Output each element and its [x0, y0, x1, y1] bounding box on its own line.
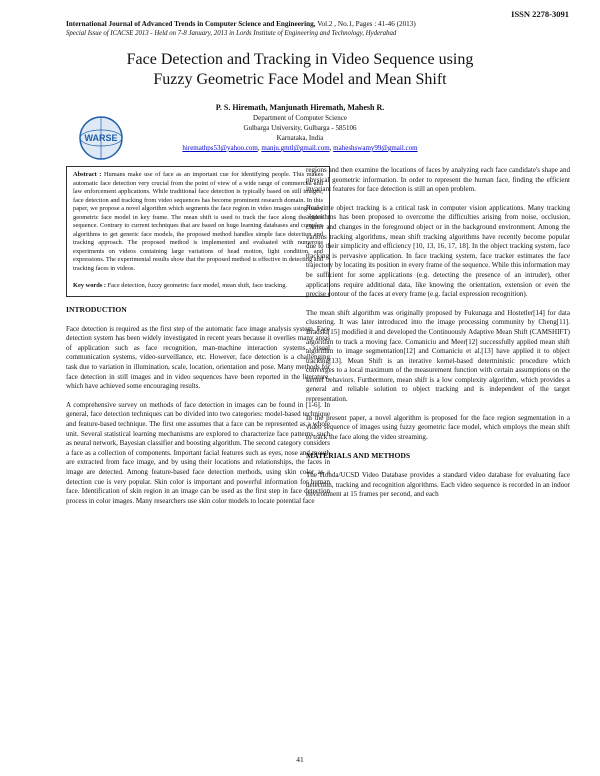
right-paragraph-1: regions and then examine the locations of faces by analyzing each face candidate's shape and physical geometric information. In order to represent the human face, finding the efficient invariant features for face detection is still an open problem.	[306, 166, 570, 194]
journal-volume: Vol.2 , No.1, Pages : 41-46 (2013)	[317, 20, 416, 28]
email-link-3[interactable]: maheshswamy99@gmail.com	[333, 144, 418, 152]
author-emails: hiremathps53@yahoo.com, manju.gmtl@gmail.com, maheshswamy99@gmail.com	[182, 144, 418, 152]
authors: P. S. Hiremath, Manjunath Hiremath, Mahesh R.	[215, 103, 385, 112]
paper-title	[60, 50, 540, 90]
abstract-text: Humans make use of face as an important cue for identifying people. This makes automatic face detection very crucial from the point of view of a wide range of commercial and law enforcement applications. While traditional face detection is typically based on still images, face detection and tracking from video sequences has become prominent research domain. In this paper, we propose a novel algorithm which segments the face region in video images using fuzzy geometric face model in key frame. The mean shift is used to track the face along the video sequence. Contrary to current techniques that are based on huge learning databases and complex algorithms to get generic face models, the proposed method handles simple face detection and tracking approach. The proposed method is implemented and evaluated with numerous experiments on videos containing large variations of head motion, light condition, and expressions. The experimental results show that the proposed method is effective in detecting and tracking faces in videos.	[73, 171, 323, 273]
intro-heading: INTRODUCTION	[66, 305, 127, 315]
methods-heading: MATERIALS AND METHODS	[306, 451, 411, 461]
keywords-label: Key words :	[73, 281, 107, 289]
abstract-label: Abstract :	[73, 171, 102, 178]
intro-paragraph-1: Face detection is required as the first step of the automatic face image analysis system. Face detection system has been widely investigated in recent years because it overlies many areas of application such as face recognition, man-machine interaction systems, visual communication systems, video-surveillance, etc. However, face detection is a challenging task due to variation in illumination, scale, location, orientation and pose. Many methods for face detection in still images and in video sequences have been reported in the literature, which have achieved some encouraging results.	[66, 324, 330, 391]
abstract-box	[66, 166, 330, 297]
journal-title: International Journal of Advanced Trends in Computer Science and Engineering,	[66, 20, 316, 28]
title-line-1: Face Detection and Tracking in Video Sequence using	[126, 51, 474, 68]
intro-paragraph-2: A comprehensive survey on methods of face detection in images can be found in [1-6]. In general, face detection techniques can be divided into two categories: model-based technique and feature-based technique. The first one assumes that a face can be represented as a whole unit. Several statistical learning mechanisms are explored to characterize face patterns, such as neural network, Bayesian classifier and boosting algorithm. The second category considers a face as a collection of components. Important facial features such as eyes, nose and mouth are extracted from face image, and by using their locations and relationships, the faces in image are detected. Among feature-based face detection methods, using skin color as a detection cue is very popular. Skin color is important and powerful information for human face. Identification of skin region in an image can be used as the first step in face detection process in color images. Many researchers use skin color models to locate potential face	[66, 400, 330, 505]
left-column	[66, 166, 330, 515]
affiliation-country: Karnataka, India	[276, 134, 324, 142]
keywords-text: Face detection, fuzzy geometric face model, mean shift, face tracking.	[107, 281, 288, 289]
affiliation-dept: Department of Computer Science	[253, 114, 347, 122]
journal-name	[66, 20, 416, 28]
right-paragraph-3: The mean shift algorithm was originally proposed by Fukunaga and Hostetler[14] for data clustering. It was later introduced into the image processing community by Cheng[11]. Bradski[15] modified it and developed the Continuously Adaptive Mean Shift (CAMSHIFT) algorithm to track a moving face. Comaniciu and Meer[12] successfully applied mean shift algorithm to image segmentation[12] and Comaniciu et al.[13] have applied it to object tracking[13]. Mean Shift is an iterative kernel-based deterministic procedure which converges to a local maximum of the measurement function with certain assumptions on the kernel behaviors. Furthermore, mean shift is a low complexity algorithm, which provides a general and reliable solution to object tracking and is independent of the target representation.	[306, 308, 570, 404]
right-paragraph-4: In the present paper, a novel algorithm is proposed for the face region segmentation in a video sequence of images using fuzzy geometric face model, which employs the mean shift to track the face along the video streaming.	[306, 413, 570, 441]
right-paragraph-2: Real-time object tracking is a critical task in computer vision applications. Many tracking algorithms has been proposed to overcome the difficulties arising from noise, occlusion, clutter and changes in the foreground object or in the background environment. Among the various tracking algorithms, mean shift tracking algorithms have recently become popular due to their simplicity and efficiency [10, 13, 16, 17, 18]. In the object tracking system, face tracking is pervasive application. In face tracking system, face tracker estimates the face trajectory by locating its position in every frame of the sequence. While this information may be sufficient for some applications (e.g. detecting the presence of an intruder), other applications require additional data, like knowing the orientation, extension or even the precise contour of the faces at every frame (e.g. facial expression recognition).	[306, 203, 570, 299]
logo-text: WARSE	[84, 133, 118, 143]
abstract	[73, 171, 323, 274]
email-link-1[interactable]: hiremathps53@yahoo.com	[182, 144, 258, 152]
affiliation-univ: Gulbarga University, Gulbarga - 585106	[243, 124, 357, 132]
issn: ISSN 2278-3091	[511, 9, 569, 19]
right-paragraph-5: The Honda/UCSD Video Database provides a standard video database for evaluating face detection, tracking and recognition algorithms. Each video sequence is recorded in an indoor environment at 15 frames per second, and each	[306, 471, 570, 499]
email-link-2[interactable]: manju.gmtl@gmail.com	[261, 144, 330, 152]
right-column	[306, 166, 570, 509]
title-line-2: Fuzzy Geometric Face Model and Mean Shift	[153, 71, 447, 88]
keywords	[73, 282, 323, 291]
warse-logo	[78, 115, 124, 161]
special-issue: Special Issue of ICACSE 2013 - Held on 7-8 January, 2013 in Lords Institute of Engineering and Technology, Hyderabad	[66, 30, 397, 37]
page-number: 41	[296, 755, 304, 764]
